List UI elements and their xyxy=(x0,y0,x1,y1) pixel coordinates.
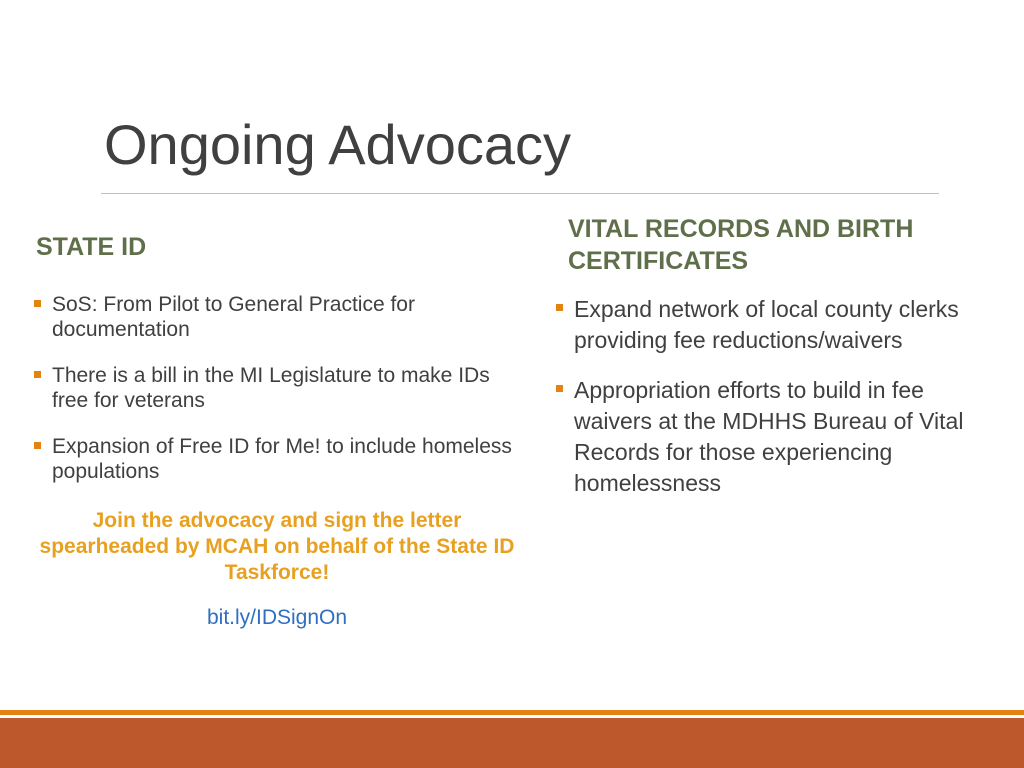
footer-accent-line xyxy=(0,710,1024,715)
square-bullet-icon xyxy=(34,442,41,449)
sign-on-link[interactable]: bit.ly/IDSignOn xyxy=(206,606,348,629)
page-title: Ongoing Advocacy xyxy=(104,113,571,176)
square-bullet-icon xyxy=(556,385,563,392)
state-id-bullet-list xyxy=(34,292,524,505)
list-item xyxy=(556,375,1001,499)
bullet-text: Appropriation efforts to build in fee waivers at the MDHHS Bureau of Vital Records for those experiencing homelessness xyxy=(574,377,964,496)
bullet-text: There is a bill in the MI Legislature to make IDs free for veterans xyxy=(52,364,490,412)
list-item xyxy=(34,292,524,342)
bullet-text: SoS: From Pilot to General Practice for documentation xyxy=(52,293,415,341)
bullet-text: Expansion of Free ID for Me! to include homeless populations xyxy=(52,435,512,483)
list-item xyxy=(34,363,524,413)
list-item xyxy=(556,294,1001,356)
call-to-action: Join the advocacy and sign the letter spearheaded by MCAH on behalf of the State ID Taskforce! xyxy=(39,509,515,584)
list-item xyxy=(34,434,524,484)
state-id-heading: STATE ID xyxy=(36,233,147,261)
square-bullet-icon xyxy=(34,371,41,378)
vital-records-bullet-list xyxy=(556,294,1001,518)
title-divider xyxy=(101,193,939,194)
square-bullet-icon xyxy=(34,300,41,307)
vital-records-heading: VITAL RECORDS AND BIRTH CERTIFICATES xyxy=(568,215,914,275)
square-bullet-icon xyxy=(556,304,563,311)
bullet-text: Expand network of local county clerks providing fee reductions/waivers xyxy=(574,296,959,353)
footer-bar xyxy=(0,718,1024,768)
